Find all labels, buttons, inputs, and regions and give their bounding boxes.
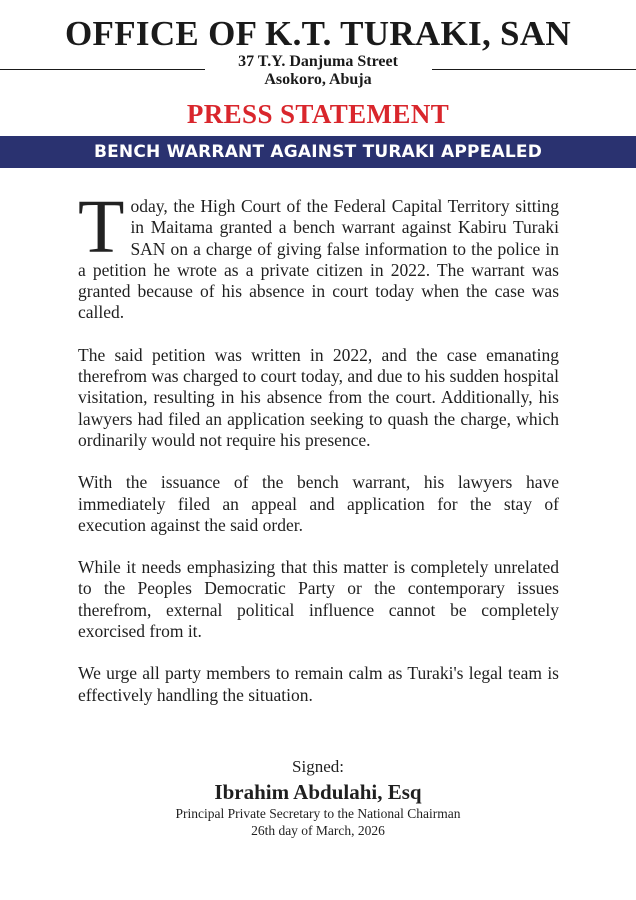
paragraph-1-text: oday, the High Court of the Federal Capital Territory sitting in Maitama granted a bench warrant against Kabiru Turaki SAN on a charge of giving false information to the police in a petition he wrote as a private citizen in 2022. The warrant was granted because of his absence in court today when the case was called. [78, 196, 559, 323]
paragraph-4: While it needs emphasizing that this matter is completely unrelated to the Peoples Democratic Party or the contemporary issues therefrom, external political influence cannot be completely exorcised from it. [78, 557, 559, 642]
drop-cap: T [78, 185, 125, 269]
document-type: PRESS STATEMENT [186, 99, 450, 129]
signed-label: Signed: [292, 757, 344, 776]
office-title: OFFICE OF K.T. TURAKI, SAN [65, 14, 571, 53]
paragraph-5: We urge all party members to remain calm as Turaki's legal team is effectively handling the situation. [78, 663, 559, 705]
signature-date: 26th day of March, 2026 [251, 823, 385, 838]
signer-name: Ibrahim Abdulahi, Esq [214, 780, 422, 804]
signature-block [0, 757, 636, 839]
paragraph-1 [78, 185, 559, 324]
headline-banner [0, 136, 636, 168]
address-line-1: 37 T.Y. Danjuma Street [238, 53, 398, 70]
statement-body [78, 185, 559, 727]
address-line-2: Asokoro, Abuja [264, 71, 372, 88]
paragraph-2: The said petition was written in 2022, and the case emanating therefrom was charged to court today, and due to his sudden hospital visitation, resulting in his absence from the court. Additionally, his lawyers had filed an application seeking to quash the charge, which ordinarily would not require his presence. [78, 344, 559, 450]
paragraph-3: With the issuance of the bench warrant, his lawyers have immediately filed an appeal and application for the stay of execution against the said order. [78, 472, 559, 535]
signer-role: Principal Private Secretary to the National Chairman [175, 806, 461, 821]
headline: BENCH WARRANT AGAINST TURAKI APPEALED [93, 142, 543, 162]
office-address [0, 53, 636, 89]
